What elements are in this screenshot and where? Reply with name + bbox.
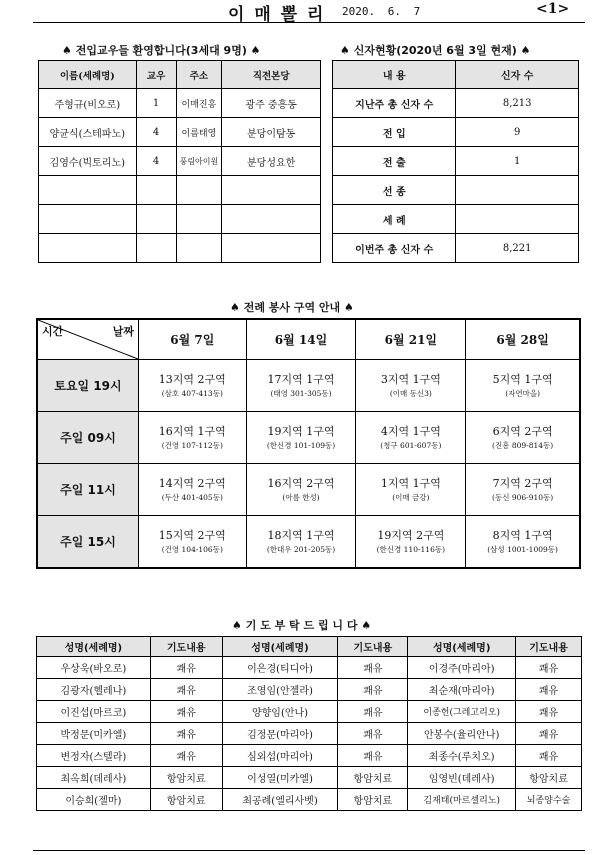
table-row: [39, 234, 321, 263]
prayer-cell: 쾌유: [516, 701, 582, 723]
prayer-cell: 이종헌(그레고리오): [408, 701, 516, 723]
stats-value: 9: [456, 118, 579, 147]
prayer-cell: 항암치료: [150, 789, 222, 811]
service-cell: [246, 412, 356, 464]
prayer-cell: 최공례(엘리사벳): [222, 789, 338, 811]
prayer-cell: 쾌유: [338, 701, 408, 723]
header-rule: [33, 22, 585, 23]
service-area: 16지역 1구역: [158, 424, 226, 438]
stats-value: 8,213: [456, 89, 579, 118]
prayer-cell: 최옥희(데레사): [37, 767, 151, 789]
prayer-cell: 조영임(안젤라): [222, 679, 338, 701]
service-area: 16지역 2구역: [267, 476, 335, 490]
prayer-cell: 항암치료: [338, 789, 408, 811]
prayer-cell: 이진섭(마르코): [37, 701, 151, 723]
welcome-col-parish: 직전본당: [222, 61, 321, 89]
service-detail: (아름 한성): [282, 492, 320, 502]
service-area: 7지역 2구역: [492, 476, 553, 490]
welcome-cell: [39, 176, 137, 205]
prayer-cell: 쾌유: [150, 679, 222, 701]
table-row: [37, 789, 582, 811]
service-detail: (태영 301-305동): [270, 388, 332, 398]
welcome-cell: [222, 205, 321, 234]
prayer-cell: 쾌유: [338, 679, 408, 701]
prayer-cell: 항암치료: [338, 767, 408, 789]
prayer-table: [36, 636, 582, 811]
prayer-cell: 쾌유: [338, 723, 408, 745]
service-detail: (이매 금강): [392, 492, 430, 502]
service-cell: [139, 412, 247, 464]
welcome-cell: 분당이탐동: [222, 118, 321, 147]
service-detail: (한신경 101-109동): [266, 440, 336, 450]
prayer-cell: 최순재(마리아): [408, 679, 516, 701]
prayer-cell: 안봉수(율리안나): [408, 723, 516, 745]
stats-value: 8,221: [456, 234, 579, 263]
prayer-cell: 김재태(마르셀리노): [408, 789, 516, 811]
service-cell: [466, 516, 580, 569]
service-cell: [466, 360, 580, 412]
stats-table: [332, 60, 579, 263]
welcome-col-name: 이름(세례명): [39, 61, 137, 89]
welcome-col-count: 교우: [136, 61, 176, 89]
table-row: [37, 701, 582, 723]
service-area: 5지역 1구역: [492, 372, 553, 386]
service-corner-cell: [37, 319, 139, 360]
table-row: [333, 118, 579, 147]
service-detail: (청구 601-607동): [380, 440, 442, 450]
bulletin-title: 이 매 뽈 리: [228, 5, 326, 25]
prayer-cell: 쾌유: [150, 723, 222, 745]
prayer-cell: 쾌유: [338, 745, 408, 767]
corner-label-time: 시간: [42, 325, 64, 338]
service-cell: [356, 360, 466, 412]
service-time: 주일 15시: [37, 516, 139, 569]
prayer-cell: 이성열(미카엘): [222, 767, 338, 789]
corner-label-date: 날짜: [112, 325, 134, 338]
stats-value: [456, 176, 579, 205]
prayer-cell: 변정자(스텔라): [37, 745, 151, 767]
stats-value: [456, 205, 579, 234]
table-row: [333, 147, 579, 176]
prayer-cell: 쾌유: [150, 745, 222, 767]
prayer-cell: 최종수(루치오): [408, 745, 516, 767]
service-area: 8지역 1구역: [492, 528, 553, 542]
service-table: [36, 318, 581, 569]
footer-rule: [33, 850, 585, 851]
table-row: [37, 679, 582, 701]
service-detail: (진흥 809-814동): [492, 440, 554, 450]
prayer-cell: 이은경(티디아): [222, 657, 338, 679]
service-cell: [466, 412, 580, 464]
service-detail: (동신 906-910동): [492, 492, 554, 502]
welcome-cell: 이매진흥: [176, 89, 222, 118]
service-detail: (건영 107-112동): [161, 440, 223, 450]
prayer-cell: 이경주(마리아): [408, 657, 516, 679]
prayer-cell: 쾌유: [516, 745, 582, 767]
stats-label: 전 출: [333, 147, 456, 176]
prayer-cell: 쾌유: [516, 657, 582, 679]
service-date: 6월 7일: [139, 319, 247, 360]
service-area: 1지역 1구역: [380, 476, 441, 490]
service-area: 3지역 1구역: [380, 372, 441, 386]
service-detail: (자연마을): [505, 388, 541, 398]
table-row: [37, 767, 582, 789]
welcome-cell: [176, 176, 222, 205]
prayer-cell: 김정문(마리아): [222, 723, 338, 745]
service-area: 19지역 2구역: [377, 528, 445, 542]
service-date: 6월 28일: [466, 319, 580, 360]
welcome-cell: 양균식(스테파노): [39, 118, 137, 147]
table-row: [37, 745, 582, 767]
service-area: 13지역 2구역: [158, 372, 226, 386]
service-area: 19지역 1구역: [267, 424, 335, 438]
service-area: 14지역 2구역: [158, 476, 226, 490]
service-detail: (삼성 1001-1009동): [487, 544, 558, 554]
welcome-cell: 이름태영: [176, 118, 222, 147]
welcome-header-row: [39, 61, 321, 89]
prayer-cell: 뇌종양수술: [516, 789, 582, 811]
table-row: [37, 723, 582, 745]
welcome-cell: [39, 205, 137, 234]
prayer-cell: 임영빈(데레사): [408, 767, 516, 789]
welcome-cell: 김영수(빅토리노): [39, 147, 137, 176]
prayer-col-name: 성명(세례명): [37, 637, 151, 657]
welcome-cell: [136, 205, 176, 234]
welcome-col-address: 주소: [176, 61, 222, 89]
prayer-cell: 쾌유: [150, 701, 222, 723]
prayer-cell: 이승희(젤마): [37, 789, 151, 811]
service-detail: (한대우 201-205동): [266, 544, 336, 554]
stats-value: 1: [456, 147, 579, 176]
welcome-cell: [39, 234, 137, 263]
service-cell: [466, 464, 580, 516]
service-title: ♠ 전례 봉사 구역 안내 ♠: [230, 301, 354, 314]
service-area: 18지역 1구역: [267, 528, 335, 542]
table-row: [39, 205, 321, 234]
service-detail: (이매 동신3): [389, 388, 432, 398]
prayer-cell: 김광자(헬레나): [37, 679, 151, 701]
service-header-row: [37, 319, 580, 360]
prayer-col-name: 성명(세례명): [222, 637, 338, 657]
welcome-cell: [136, 234, 176, 263]
bulletin-date: 2020. 6. 7: [342, 5, 421, 18]
welcome-cell: 주형규(비오로): [39, 89, 137, 118]
table-row: [37, 464, 580, 516]
welcome-table: [38, 60, 321, 263]
prayer-col-name: 성명(세례명): [408, 637, 516, 657]
table-row: [39, 118, 321, 147]
welcome-cell: [222, 176, 321, 205]
table-row: [333, 89, 579, 118]
table-row: [333, 176, 579, 205]
table-row: [37, 516, 580, 569]
stats-col-count: 신자 수: [456, 61, 579, 89]
stats-label: 세 례: [333, 205, 456, 234]
stats-label: 지난주 총 신자 수: [333, 89, 456, 118]
service-cell: [356, 516, 466, 569]
stats-header-row: [333, 61, 579, 89]
stats-col-content: 내 용: [333, 61, 456, 89]
welcome-cell: 풍림아이원: [176, 147, 222, 176]
service-date: 6월 14일: [246, 319, 356, 360]
prayer-cell: 쾌유: [150, 657, 222, 679]
table-row: [37, 360, 580, 412]
prayer-cell: 양향임(안나): [222, 701, 338, 723]
service-cell: [356, 464, 466, 516]
welcome-cell: 4: [136, 118, 176, 147]
service-cell: [139, 516, 247, 569]
welcome-cell: [176, 205, 222, 234]
service-cell: [246, 464, 356, 516]
service-detail: (삼호 407-413동): [161, 388, 223, 398]
stats-title: ♠ 신자현황(2020년 6월 3일 현재) ♠: [340, 44, 531, 57]
welcome-title: ♠ 전입교우들 환영합니다(3세대 9명) ♠: [62, 44, 261, 57]
table-row: [37, 412, 580, 464]
prayer-col-content: 기도내용: [516, 637, 582, 657]
service-cell: [139, 360, 247, 412]
stats-label: 이번주 총 신자 수: [333, 234, 456, 263]
service-detail: (건영 104-106동): [161, 544, 223, 554]
service-detail: (한신경 110-116동): [376, 544, 446, 554]
service-time: 주일 09시: [37, 412, 139, 464]
welcome-cell: 분당성요한: [222, 147, 321, 176]
prayer-cell: 쾌유: [338, 657, 408, 679]
prayer-cell: 항암치료: [150, 767, 222, 789]
service-detail: (두산 401-405동): [161, 492, 223, 502]
service-area: 4지역 1구역: [380, 424, 441, 438]
table-row: [39, 147, 321, 176]
prayer-cell: 박정문(미카엘): [37, 723, 151, 745]
welcome-cell: 4: [136, 147, 176, 176]
page-number: <1>: [536, 1, 570, 17]
stats-label: 선 종: [333, 176, 456, 205]
service-time: 토요일 19시: [37, 360, 139, 412]
prayer-col-content: 기도내용: [338, 637, 408, 657]
service-time: 주일 11시: [37, 464, 139, 516]
prayer-title: ♠ 기 도 부 탁 드 립 니 다 ♠: [232, 619, 372, 632]
table-row: [37, 657, 582, 679]
service-cell: [246, 516, 356, 569]
welcome-cell: [136, 176, 176, 205]
table-row: [333, 234, 579, 263]
table-row: [333, 205, 579, 234]
prayer-cell: 쾌유: [516, 723, 582, 745]
prayer-cell: 우상욱(바오로): [37, 657, 151, 679]
service-date: 6월 21일: [356, 319, 466, 360]
prayer-cell: 항암치료: [516, 767, 582, 789]
table-row: [39, 89, 321, 118]
welcome-cell: 광주 중흥동: [222, 89, 321, 118]
stats-label: 전 입: [333, 118, 456, 147]
prayer-cell: 쾌유: [516, 679, 582, 701]
prayer-header-row: [37, 637, 582, 657]
service-cell: [139, 464, 247, 516]
table-row: [39, 176, 321, 205]
welcome-cell: [222, 234, 321, 263]
welcome-cell: 1: [136, 89, 176, 118]
service-cell: [246, 360, 356, 412]
welcome-cell: [176, 234, 222, 263]
prayer-cell: 심외섭(마리아): [222, 745, 338, 767]
service-area: 6지역 2구역: [492, 424, 553, 438]
service-area: 17지역 1구역: [267, 372, 335, 386]
service-area: 15지역 2구역: [158, 528, 226, 542]
service-cell: [356, 412, 466, 464]
prayer-col-content: 기도내용: [150, 637, 222, 657]
